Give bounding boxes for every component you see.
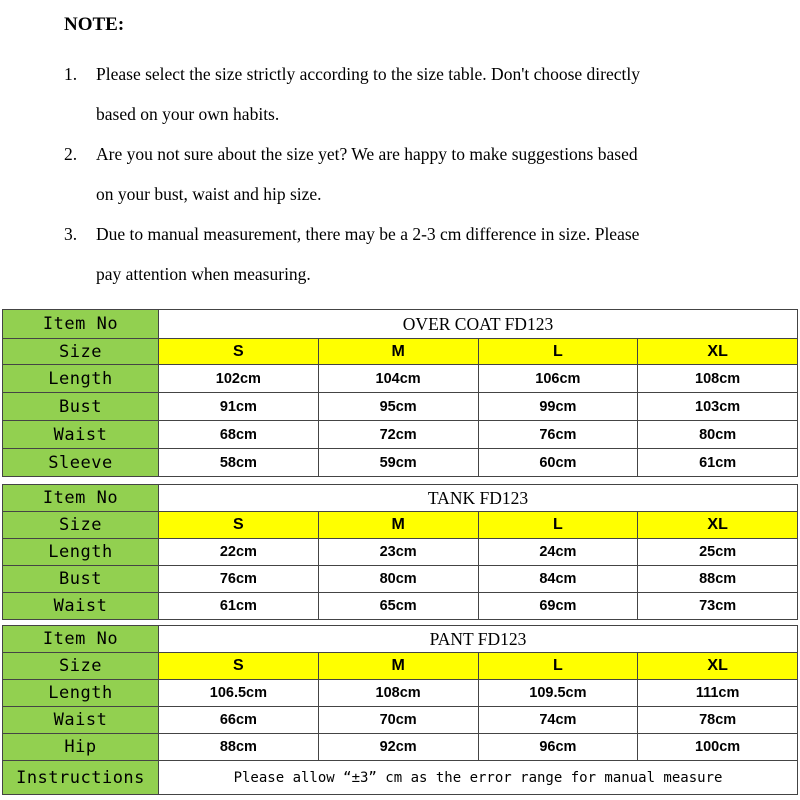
table-row [3,421,798,449]
table-cell: 24cm [478,539,638,566]
table-cell: 73cm [638,593,798,620]
table-cell: 72cm [318,421,478,449]
table-cell: 88cm [159,734,319,761]
size-label: Size [3,512,159,539]
item-no-label: Item No [3,485,159,512]
table-cell: 106cm [478,365,638,393]
table-cell: 76cm [159,566,319,593]
table-cell: 68cm [159,421,319,449]
instructions-label: Instructions [3,761,159,795]
table-row [3,566,798,593]
table-cell: 80cm [638,421,798,449]
product-title: PANT FD123 [159,626,798,653]
table-cell: 108cm [638,365,798,393]
table-row [3,707,798,734]
note-item [64,134,764,214]
size-cell: M [318,512,478,539]
size-label: Size [3,339,159,365]
size-cell: XL [638,339,798,365]
note-item-number: 3. [64,224,78,244]
table-cell: 108cm [318,680,478,707]
size-cell: M [318,339,478,365]
table-cell: 74cm [478,707,638,734]
table-cell: 80cm [318,566,478,593]
note-item-text-line: on your bust, waist and hip size. [96,184,322,204]
size-row [3,339,798,365]
table-row [3,680,798,707]
size-cell: M [318,653,478,680]
table-cell: 78cm [638,707,798,734]
size-cell: L [478,339,638,365]
note-item-number: 1. [64,64,78,84]
table-cell: 61cm [638,449,798,477]
table-cell: 99cm [478,393,638,421]
note-item-text-line: pay attention when measuring. [96,264,311,284]
table-header-row [3,485,798,512]
table-cell: 60cm [478,449,638,477]
table-header-row [3,310,798,339]
size-row [3,512,798,539]
table-row [3,539,798,566]
size-cell: L [478,512,638,539]
note-title: NOTE: [64,14,125,35]
note-item-text-line: Please select the size strictly according to the size table. Don't choose directly [96,64,641,84]
product-title: TANK FD123 [159,485,798,512]
table-cell: 66cm [159,707,319,734]
size-cell: S [159,512,319,539]
table-cell: 22cm [159,539,319,566]
row-label: Waist [3,593,159,620]
size-cell: XL [638,653,798,680]
note-item-text-line: Due to manual measurement, there may be a 2-3 cm difference in size. Please [96,224,640,244]
row-label: Waist [3,421,159,449]
item-no-label: Item No [3,310,159,339]
size-cell: XL [638,512,798,539]
table-row [3,449,798,477]
note-item-text-line: Are you not sure about the size yet? We are happy to make suggestions based [96,144,638,164]
size-cell: L [478,653,638,680]
table-row [3,365,798,393]
table-cell: 104cm [318,365,478,393]
row-label: Sleeve [3,449,159,477]
table-cell: 70cm [318,707,478,734]
table-cell: 102cm [159,365,319,393]
table-cell: 106.5cm [159,680,319,707]
table-cell: 109.5cm [478,680,638,707]
instructions-text: Please allow “±3” cm as the error range for manual measure [159,761,798,795]
note-item [64,54,764,134]
table-cell: 92cm [318,734,478,761]
note-item [64,214,764,294]
table-cell: 111cm [638,680,798,707]
size-label: Size [3,653,159,680]
tank-size-table [2,484,798,620]
table-cell: 100cm [638,734,798,761]
table-cell: 95cm [318,393,478,421]
size-cell: S [159,339,319,365]
table-cell: 84cm [478,566,638,593]
table-cell: 61cm [159,593,319,620]
note-item-text-line: based on your own habits. [96,104,280,124]
item-no-label: Item No [3,626,159,653]
table-header-row [3,626,798,653]
overcoat-size-table [2,309,798,477]
row-label: Bust [3,393,159,421]
note-item-number: 2. [64,144,78,164]
product-title: OVER COAT FD123 [159,310,798,339]
table-cell: 103cm [638,393,798,421]
table-cell: 25cm [638,539,798,566]
size-cell: S [159,653,319,680]
table-row [3,734,798,761]
table-cell: 91cm [159,393,319,421]
row-label: Length [3,365,159,393]
note-list [64,54,764,294]
row-label: Waist [3,707,159,734]
table-cell: 59cm [318,449,478,477]
row-label: Bust [3,566,159,593]
row-label: Length [3,680,159,707]
table-cell: 96cm [478,734,638,761]
table-cell: 58cm [159,449,319,477]
size-row [3,653,798,680]
table-row [3,393,798,421]
table-row [3,593,798,620]
table-cell: 76cm [478,421,638,449]
table-cell: 88cm [638,566,798,593]
row-label: Length [3,539,159,566]
instructions-row [3,761,798,795]
table-cell: 69cm [478,593,638,620]
pant-size-table [2,625,798,795]
table-cell: 23cm [318,539,478,566]
table-cell: 65cm [318,593,478,620]
row-label: Hip [3,734,159,761]
